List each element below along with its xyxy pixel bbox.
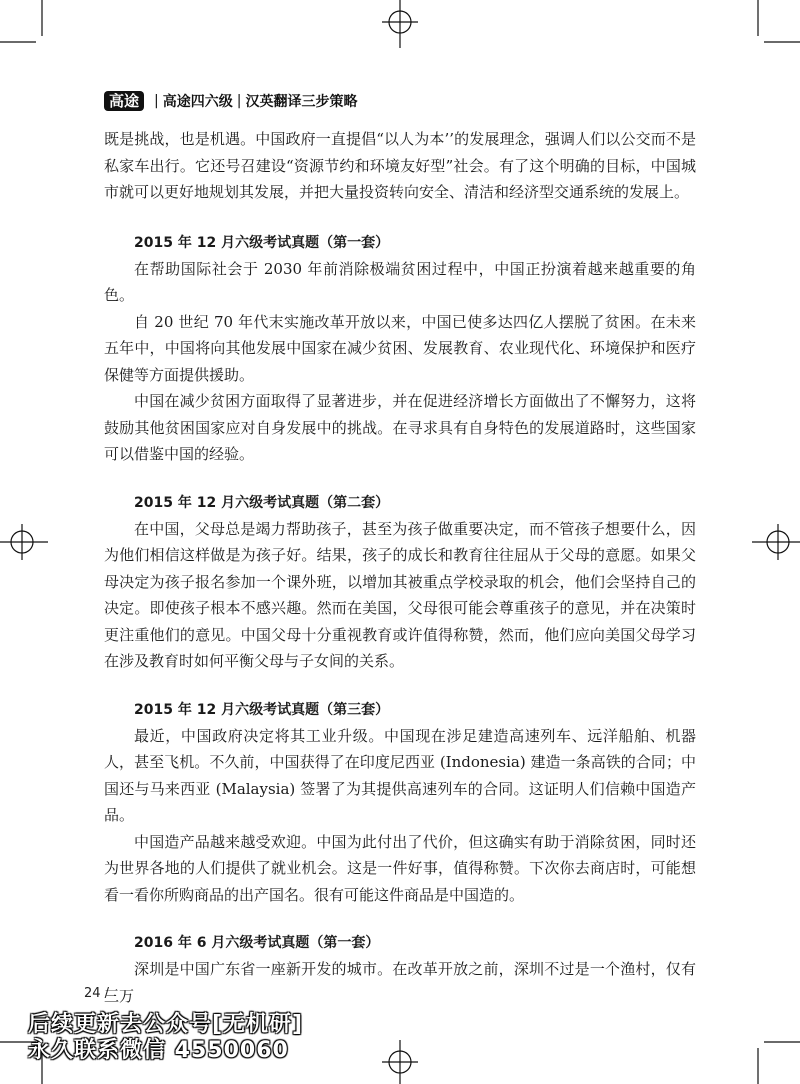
page-number: 24 /: [84, 986, 110, 1001]
watermark: [28, 1012, 303, 1064]
section-paragraph: 在帮助国际社会于 2030 年前消除极端贫困过程中，中国正扮演着越来越重要的角色。: [104, 259, 696, 304]
page-header: [104, 90, 357, 112]
section-paragraph: 自 20 世纪 70 年代末实施改革开放以来，中国已使多达四亿人摆脱了贫困。在未来五年中，中国将向其他发展中国家在减少贫困、发展教育、农业现代化、环境保护和医疗保健等方面提供援助。: [104, 312, 696, 384]
section-title: 2015 年 12 月六级考试真题（第二套）: [134, 494, 390, 511]
section-paragraph: 深圳是中国广东省一座新开发的城市。在改革开放之前，深圳不过是一个渔村，仅有三万: [104, 960, 696, 1005]
section-title: 2015 年 12 月六级考试真题（第三套）: [134, 701, 390, 718]
section-paragraph: 最近，中国政府决定将其工业升级。中国现在涉足建造高速列车、远洋船舶、机器人，甚至飞机。不久前，中国获得了在印度尼西亚 (Indonesia) 建造一条高铁的合同；中国还与马来西亚 (Malaysia) 签署了为其提供高速列车的合同。这证明人们信赖中国造产品。: [104, 726, 696, 824]
page-body: [104, 126, 696, 1009]
watermark-line: 永久联系微信 4550060: [28, 1038, 289, 1063]
section-paragraph: 在中国，父母总是竭力帮助孩子，甚至为孩子做重要决定，而不管孩子想要什么，因为他们相信这样做是为孩子好。结果，孩子的成长和教育往往屈从于父母的意愿。如果父母决定为孩子报名参加一个课外班，以增加其被重点学校录取的机会，他们会坚持自己的决定。即使孩子根本不感兴趣。然而在美国，父母很可能会尊重孩子的意见，并在决策时更注重他们的意见。中国父母十分重视教育或许值得称赞，然而，他们应向美国父母学习在涉及教育时如何平衡父母与子女间的关系。: [104, 519, 696, 670]
brand-logo: 高途: [104, 91, 144, 111]
series-title: 高途四六级: [162, 94, 233, 110]
chapter-title: 汉英翻译三步策略: [245, 94, 358, 110]
watermark-line: 后续更新去公众号[无机研]: [28, 1012, 304, 1037]
header-separator: |: [154, 93, 159, 109]
section-title: 2016 年 6 月六级考试真题（第一套）: [134, 935, 380, 951]
section-paragraph: 中国造产品越来越受欢迎。中国为此付出了代价，但这确实有助于消除贫困，同时还为世界各地的人们提供了就业机会。这是一件好事，值得称赞。下次你去商店时，可能想看一看你所购商品的出产国名。很有可能这件商品是中国造的。: [104, 832, 696, 904]
section-paragraph: 中国在减少贫困方面取得了显著进步，并在促进经济增长方面做出了不懈努力，这将鼓励其他贫困国家应对自身发展中的挑战。在寻求具有自身特色的发展道路时，这些国家可以借鉴中国的经验。: [104, 392, 696, 463]
intro-paragraph: 既是挑战，也是机遇。中国政府一直提倡“以人为本’’的发展理念，强调人们以公交而不是私家车出行。它还号召建设“资源节约和环境友好型”社会。有了这个明确的目标，中国城市就可以更好地规划其发展，并把大量投资转向安全、清洁和经济型交通系统的发展上。: [104, 130, 696, 201]
section-title: 2015 年 12 月六级考试真题（第一套）: [134, 234, 390, 251]
header-separator: |: [236, 93, 242, 109]
